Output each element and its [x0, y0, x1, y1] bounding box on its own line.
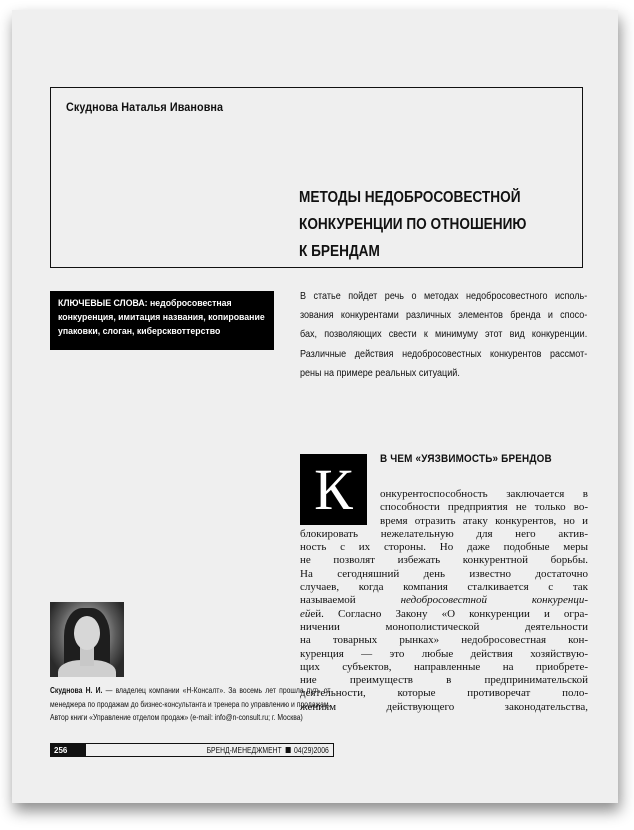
- body-line-mixed: [300, 594, 588, 607]
- title-line: К БРЕНДАМ: [299, 243, 380, 260]
- journal-page: [12, 10, 618, 803]
- body-line: На сегодняшний день известно достаточно: [300, 567, 588, 580]
- body-line: ность с их стороны. Но даже подобные меры: [300, 541, 588, 554]
- body-line-mixed: [300, 608, 588, 621]
- body-line: деятельности, которые противоречат поло-: [300, 687, 588, 700]
- keywords-text: недобросовестная конкуренция, имитация названия, копирование упаковки, слоган, киберсквоттерство: [58, 298, 265, 337]
- body-line: щих субъектов, направленные на приобрете-: [300, 660, 588, 673]
- body-line: ние преимуществ в предпринимательской: [300, 674, 588, 687]
- page-number: 256: [50, 744, 86, 757]
- abstract-line: рены на примере реальных ситуаций.: [300, 366, 460, 379]
- title-line: МЕТОДЫ НЕДОБРОСОВЕСТНОЙ: [299, 189, 521, 206]
- body-line: ничении монополистической деятельности: [300, 620, 588, 633]
- abstract: [300, 287, 590, 383]
- page-footer: [50, 743, 334, 757]
- abstract-line: зования конкурентами различных элементов бренда и спосо-: [300, 309, 588, 322]
- body-line: онкурентоспособность заключается в: [380, 488, 588, 500]
- article-body: [300, 488, 588, 714]
- body-line-start: называемой: [300, 594, 401, 607]
- journal-name: БРЕНД-МЕНЕДЖМЕНТ: [206, 746, 282, 755]
- article-header: [50, 87, 583, 268]
- title-line: КОНКУРЕНЦИИ ПО ОТНОШЕНИЮ: [299, 216, 527, 233]
- bio-name: Скуднова Н. И.: [50, 686, 103, 695]
- body-line: жениям действующего законодательства,: [300, 700, 588, 713]
- author-bio: [50, 684, 330, 725]
- body-line-rest: ей. Согласно Закону «О конкуренции и огра-: [310, 607, 588, 620]
- body-line: время отразить атаку конкурентов, но и: [380, 514, 588, 527]
- italic-term: недобросовестной конкуренци-: [400, 594, 588, 607]
- bio-line: Автор книги «Управление отделом продаж» (e-mail: info@n-consult.ru; г. Москва): [50, 713, 303, 722]
- author-name: Скуднова Наталья Ивановна: [66, 100, 224, 114]
- body-line: на товарных рынках» недобросовестная кон-: [300, 634, 588, 647]
- square-bullet-icon: [286, 747, 291, 753]
- section-heading: В ЧЕМ «УЯЗВИМОСТЬ» БРЕНДОВ: [380, 453, 552, 465]
- body-line: способности предприятия не только во-: [380, 501, 588, 514]
- bio-line: менеджера по продажам до бизнес-консультанта и тренера по управлению и продажам.: [50, 699, 331, 709]
- keywords-box: [50, 291, 274, 350]
- drop-cap: К: [300, 454, 367, 525]
- keywords-label: КЛЮЧЕВЫЕ СЛОВА:: [58, 298, 148, 309]
- body-line: не позволят избежать конкурентной борьбы.: [300, 554, 588, 567]
- body-line: куренция — это любые действия хозяйствую-: [300, 647, 588, 660]
- bio-line: [50, 684, 331, 698]
- journal-info: [207, 744, 329, 757]
- abstract-line: Различные действия недобросовестных конкурентов рассмот-: [300, 347, 588, 360]
- bio-text: — владелец компании «Н-Консалт». За восемь лет прошла путь от: [102, 686, 331, 695]
- abstract-line: бах, позволяющих свести к минимуму этот вид конкуренции.: [300, 328, 588, 341]
- italic-term-end: ей: [300, 607, 311, 620]
- body-line: случаев, когда компания сталкивается с так: [300, 581, 588, 594]
- abstract-line: В статье пойдет речь о методах недобросовестного исполь-: [300, 290, 588, 302]
- author-photo: [50, 602, 124, 677]
- body-line: блокировать нежелательную для него актив-: [300, 527, 588, 540]
- article-title: [299, 184, 545, 265]
- journal-issue: 04(29)2006: [294, 746, 329, 755]
